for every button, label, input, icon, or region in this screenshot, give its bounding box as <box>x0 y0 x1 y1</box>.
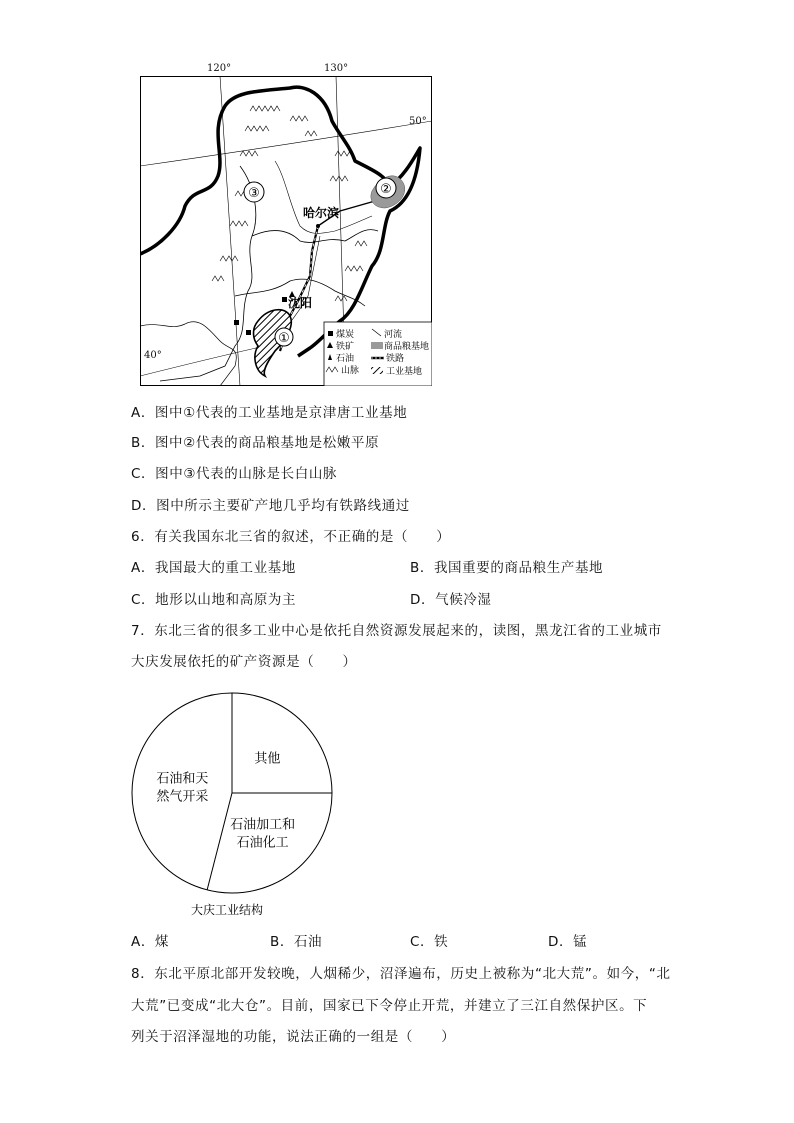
lon-130-label: 130° <box>324 63 349 74</box>
coal-symbol-2 <box>234 320 239 325</box>
shenyang-label: 沈阳 <box>288 296 313 310</box>
northeast-china-map <box>140 76 432 386</box>
daqing-industry-pie-chart <box>130 690 370 920</box>
marker-2-label: ② <box>380 182 392 197</box>
legend-river: 河流 <box>384 330 403 340</box>
q5-option-c: C．图中③代表的山脉是长白山脉 <box>131 466 338 482</box>
pie-slice-label: 石油加工和石油化工 <box>230 817 296 851</box>
legend-mountain: 山脉 <box>341 366 360 376</box>
legend-industrial-base: 工业基地 <box>386 367 423 377</box>
q7-option-a: A．煤 <box>131 934 170 950</box>
q7-option-c: C．铁 <box>410 934 449 950</box>
marker-1-label: ① <box>278 331 290 346</box>
legend-coal: 煤炭 <box>336 330 355 340</box>
q5-option-b: B．图中②代表的商品粮基地是松嫩平原 <box>131 435 380 451</box>
q5-option-d: D．图中所示主要矿产地几乎均有铁路线通过 <box>131 498 410 514</box>
harbin-label: 哈尔滨 <box>303 206 340 220</box>
coal-symbol-3 <box>246 330 251 335</box>
pie-title: 大庆工业结构 <box>190 903 264 917</box>
legend-grain-base: 商品粮基地 <box>384 342 430 352</box>
q6-option-b: B．我国重要的商品粮生产基地 <box>410 560 604 576</box>
lat-40-label: 40° <box>144 350 162 361</box>
legend-railway: 铁路 <box>386 354 405 364</box>
map-legend <box>324 322 432 386</box>
q6-option-a: A．我国最大的重工业基地 <box>131 560 296 576</box>
legend-iron: 铁矿 <box>336 342 355 352</box>
q7-stem-line2: 大庆发展依托的矿产资源是（ ） <box>131 654 357 670</box>
q7-option-d: D．锰 <box>548 934 588 950</box>
pie-slice-label: 石油和天然气开采 <box>156 771 209 805</box>
q5-option-a: A．图中①代表的工业基地是京津唐工业基地 <box>131 405 408 421</box>
q8-line2: 大荒”已变成“北大仓”。目前，国家已下令停止开荒，并建立了三江自然保护区。下 <box>131 998 648 1014</box>
legend-oil: 石油 <box>336 354 355 364</box>
q7-stem-line1: 7．东北三省的很多工业中心是依托自然资源发展起来的，读图，黑龙江省的工业城市 <box>131 623 662 639</box>
lat-50-label: 50° <box>409 116 427 127</box>
q6-stem: 6．有关我国东北三省的叙述，不正确的是（ ） <box>131 529 451 545</box>
q8-line3: 列关于沼泽湿地的功能，说法正确的一组是（ ） <box>131 1029 456 1045</box>
coal-symbol <box>282 297 287 302</box>
lon-120-label: 120° <box>207 63 232 74</box>
q6-option-c: C．地形以山地和高原为主 <box>131 592 297 608</box>
q7-option-b: B．石油 <box>270 934 323 950</box>
marker-3-label: ③ <box>248 186 260 201</box>
pie-slice-label: 其他 <box>254 751 281 767</box>
q8-line1: 8．东北平原北部开发较晚，人烟稀少，沼泽遍布，历史上被称为“北大荒”。如今，“北 <box>131 966 671 982</box>
q6-option-d: D．气候冷湿 <box>410 592 492 608</box>
harbin-dot <box>316 224 320 228</box>
